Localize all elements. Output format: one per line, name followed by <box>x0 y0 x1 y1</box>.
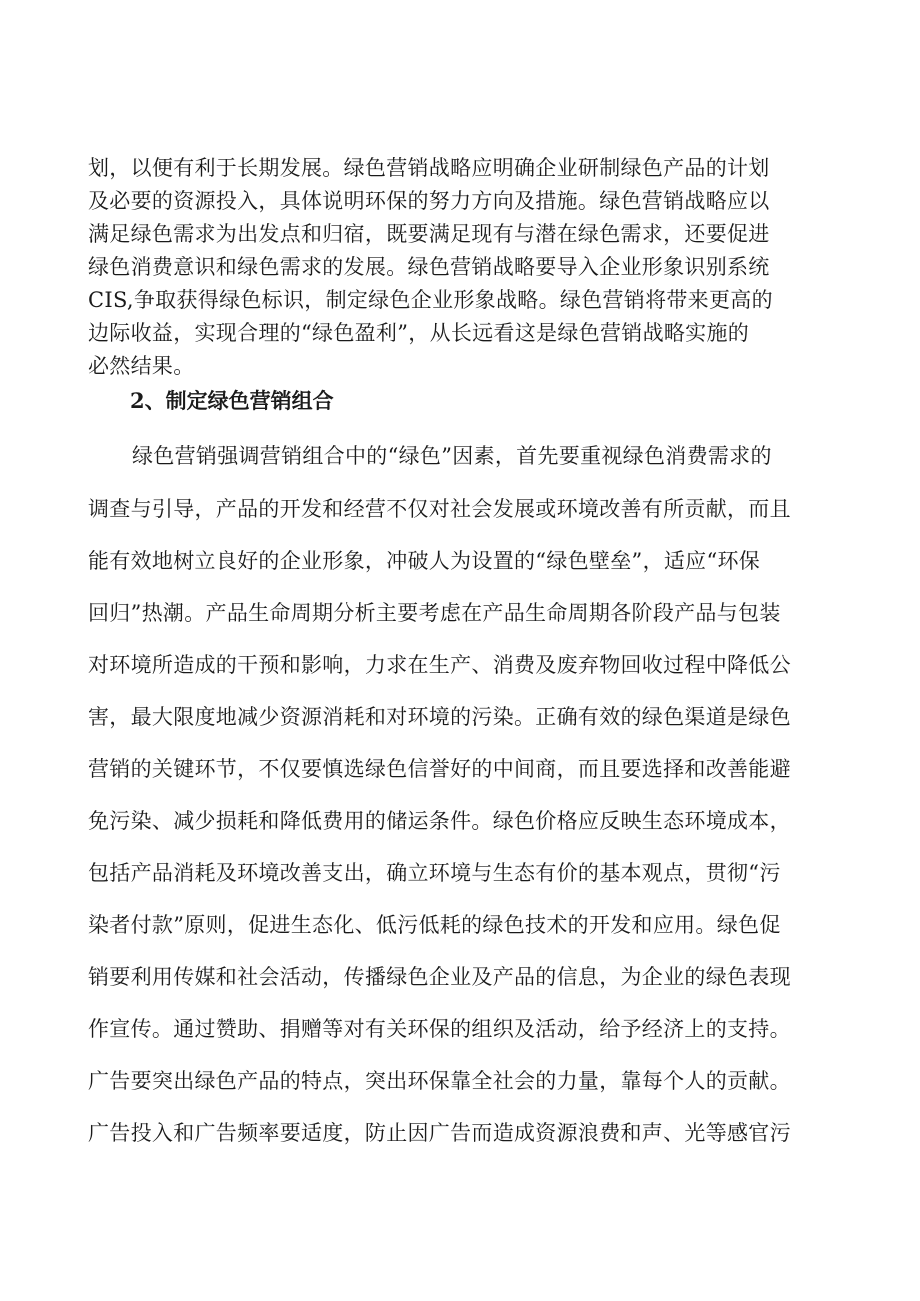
text-line: 回归”热潮。产品生命周期分析主要考虑在产品生命周期各阶段产品与包装 <box>88 601 781 625</box>
text-line: 调查与引导，产品的开发和经营不仅对社会发展或环境改善有所贡献，而且 <box>88 497 791 521</box>
text-line: 划，以便有利于长期发展。绿色营销战略应明确企业研制绿色产品的计划 <box>88 156 770 180</box>
text-line: 作宣传。通过赞助、捐赠等对有关环保的组织及活动，给予经济上的支持。 <box>88 1017 791 1041</box>
text-line: 广告要突出绿色产品的特点，突出环保靠全社会的力量，靠每个人的贡献。 <box>88 1069 791 1093</box>
section-heading: 2、制定绿色营销组合 <box>130 388 334 413</box>
text-line: 广告投入和广告频率要适度，防止因广告而造成资源浪费和声、光等感官污 <box>88 1121 791 1145</box>
text-line: 销要利用传媒和社会活动，传播绿色企业及产品的信息，为企业的绿色表现 <box>88 965 791 989</box>
text-line: 及必要的资源投入，具体说明环保的努力方向及措施。绿色营销战略应以 <box>88 189 770 213</box>
text-line: 包括产品消耗及环境改善支出，确立环境与生态有价的基本观点，贯彻“污 <box>88 861 781 885</box>
text-line: 绿色消费意识和绿色需求的发展。绿色营销战略要导入企业形象识别系统 <box>88 255 770 279</box>
text-line: 对环境所造成的干预和影响，力求在生产、消费及废弃物回收过程中降低公 <box>88 653 791 677</box>
text-line: 免污染、减少损耗和降低费用的储运条件。绿色价格应反映生态环境成本， <box>88 809 791 833</box>
text-line: 必然结果。 <box>88 354 195 378</box>
text-line: 能有效地树立良好的企业形象，冲破人为设置的“绿色壁垒”，适应“环保 <box>88 549 761 573</box>
text-line: CIS,争取获得绿色标识，制定绿色企业形象战略。绿色营销将带来更高的 <box>88 288 773 312</box>
text-line: 害，最大限度地减少资源消耗和对环境的污染。正确有效的绿色渠道是绿色 <box>88 705 791 729</box>
text-line: 营销的关键环节，不仅要慎选绿色信誉好的中间商，而且要选择和改善能避 <box>88 757 791 781</box>
text-line: 绿色营销强调营销组合中的“绿色”因素，首先要重视绿色消费需求的 <box>132 444 772 468</box>
text-line: 染者付款”原则，促进生态化、低污低耗的绿色技术的开发和应用。绿色促 <box>88 913 781 937</box>
text-line: 边际收益，实现合理的“绿色盈利”，从长远看这是绿色营销战略实施的 <box>88 321 750 345</box>
text-line: 满足绿色需求为出发点和归宿，既要满足现有与潜在绿色需求，还要促进 <box>88 222 770 246</box>
